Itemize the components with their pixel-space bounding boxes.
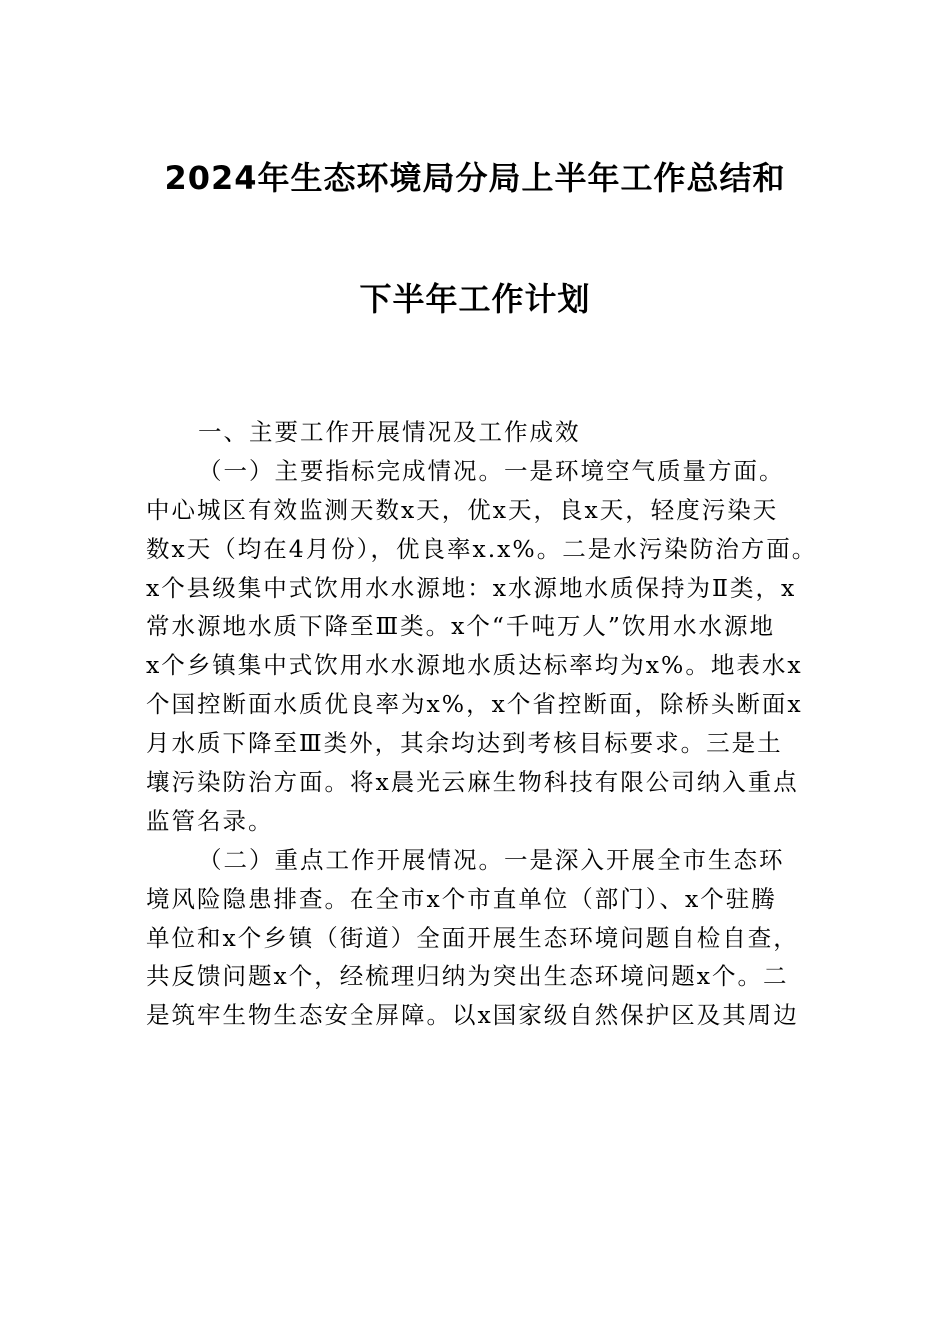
paragraph-line: x个县级集中式饮用水水源地：x水源地水质保持为Ⅱ类，x bbox=[146, 573, 797, 602]
paragraph-line: 个国控断面水质优良率为x%，x个省控断面，除桥头断面x bbox=[146, 690, 803, 719]
paragraph-line: 数x天（均在4月份），优良率x.x%。二是水污染防治方面。 bbox=[146, 534, 818, 563]
paragraph-line: 中心城区有效监测天数x天，优x天，良x天，轻度污染天 bbox=[146, 495, 779, 524]
paragraph-line: 壤污染防治方面。将x晨光云麻生物科技有限公司纳入重点 bbox=[146, 768, 799, 797]
paragraph-line: 共反馈问题x个，经梳理归纳为突出生态环境问题x个。二 bbox=[146, 962, 789, 991]
paragraph-line: （一）主要指标完成情况。一是环境空气质量方面。 bbox=[198, 456, 785, 485]
paragraph-line: 监管名录。 bbox=[146, 806, 274, 835]
document-title-line-2: 下半年工作计划 bbox=[359, 280, 591, 318]
document-title-line-1: 2024年生态环境局分局上半年工作总结和 bbox=[164, 159, 786, 197]
section-heading: 一、主要工作开展情况及工作成效 bbox=[198, 418, 581, 446]
document-body bbox=[146, 413, 818, 1035]
paragraph-line: 常水源地水质下降至Ⅲ类。x个“千吨万人”饮用水水源地 bbox=[146, 612, 775, 641]
paragraph-line: 月水质下降至Ⅲ类外，其余均达到考核目标要求。三是土 bbox=[146, 729, 783, 758]
paragraph-line: 境风险隐患排查。在全市x个市直单位（部门）、x个驻腾 bbox=[146, 884, 777, 913]
paragraph-line: 是筑牢生物生态安全屏障。以x国家级自然保护区及其周边 bbox=[146, 1001, 799, 1030]
paragraph-line: 单位和x个乡镇（街道）全面开展生态环境问题自检自查， bbox=[146, 923, 799, 952]
paragraph-line: （二）重点工作开展情况。一是深入开展全市生态环 bbox=[198, 845, 785, 874]
paragraph-line: x个乡镇集中式饮用水水源地水质达标率均为x%。地表水x bbox=[146, 651, 803, 680]
